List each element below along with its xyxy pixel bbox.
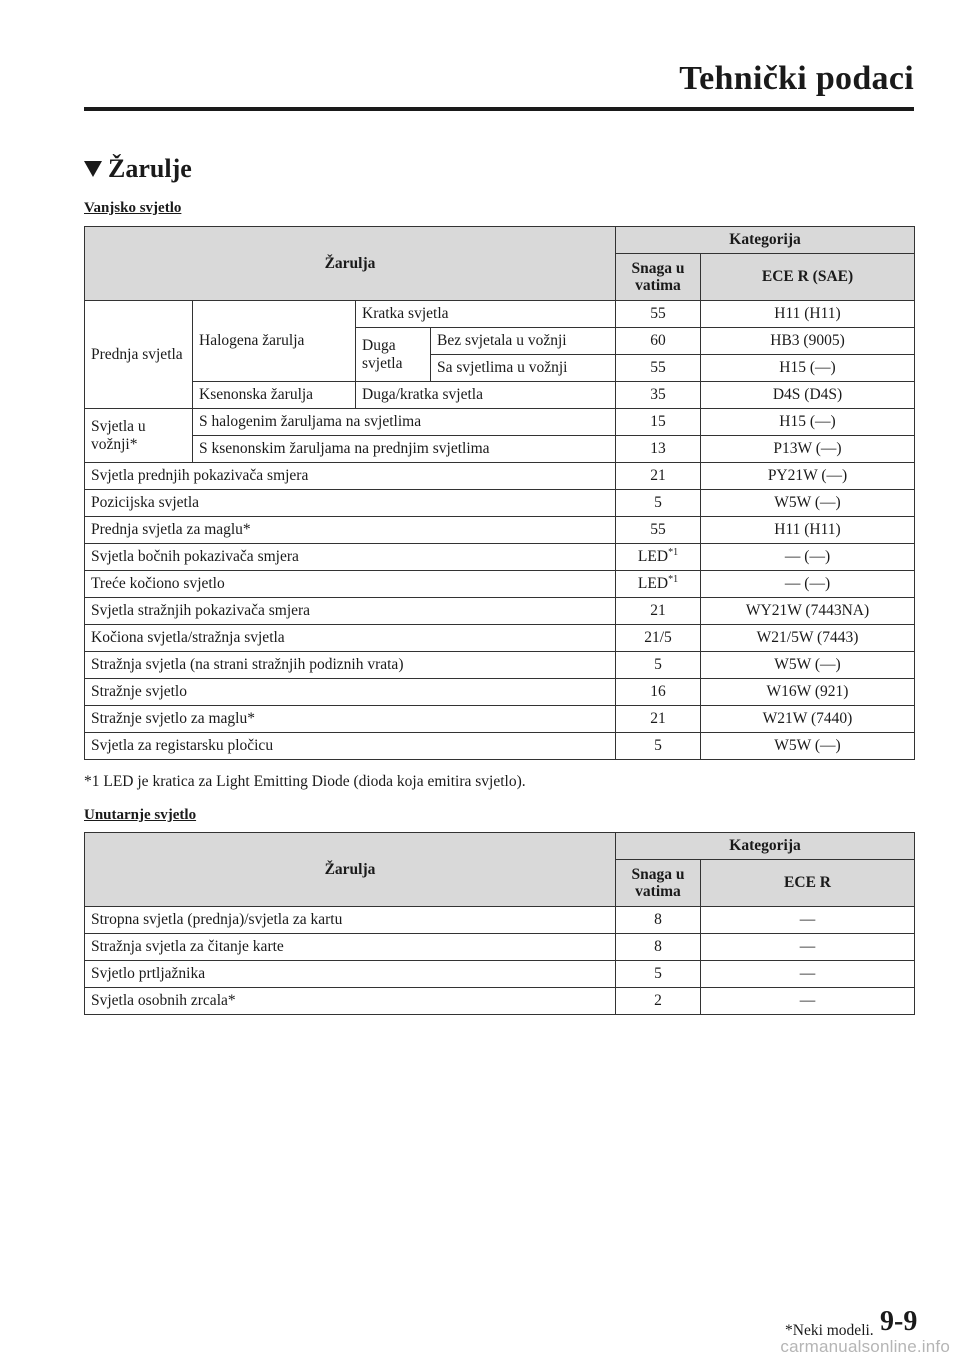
footnote-ref: *1 [668,574,679,586]
row-watt: 35 [616,382,701,409]
row-name: Stražnje svjetlo [85,679,616,706]
row-std: H15 (—) [701,355,915,382]
col-header-category: Kategorija [616,833,915,860]
footnote-led: *1 LED je kratica za Light Emitting Diode (dioda koja emitira svjetlo). [84,773,526,790]
row-name: Kratka svjetla [356,301,616,328]
row-name: Stražnje svjetlo za maglu* [85,706,616,733]
table-row [85,679,915,706]
table-row [85,706,915,733]
row-watt: 15 [616,409,701,436]
section-heading [84,154,192,184]
table-row [85,409,915,436]
row-watt: 21 [616,706,701,733]
row-watt: 21/5 [616,625,701,652]
row-std: D4S (D4S) [701,382,915,409]
triangle-down-icon [84,161,102,177]
table-row [85,907,915,934]
header-rule [84,107,914,111]
table-row [85,490,915,517]
col-header-bulb: Žarulja [85,227,616,301]
table-row [85,544,915,571]
row-name: Svjetla bočnih pokazivača smjera [85,544,616,571]
table-row [85,733,915,760]
row-name: Treće kočiono svjetlo [85,571,616,598]
row-watt: 60 [616,328,701,355]
row-std: H11 (H11) [701,301,915,328]
row-std: WY21W (7443NA) [701,598,915,625]
col-header-std: ECE R [701,860,915,907]
table-row [85,934,915,961]
table-row [85,625,915,652]
page-header-title: Tehnički podaci [679,60,914,97]
row-name: Duga/kratka svjetla [356,382,616,409]
group-xenon: Ksenonska žarulja [193,382,356,409]
row-name: Svjetla prednjih pokazivača smjera [85,463,616,490]
row-name: S ksenonskim žaruljama na prednjim svjetlima [193,436,616,463]
row-name: Svjetlo prtljažnika [85,961,616,988]
table-row [85,382,915,409]
row-name: Stropna svjetla (prednja)/svjetla za kartu [85,907,616,934]
row-std: — (—) [701,544,915,571]
row-std: — [701,988,915,1015]
row-name: Svjetla stražnjih pokazivača smjera [85,598,616,625]
row-std: H15 (—) [701,409,915,436]
group-front-lights: Prednja svjetla [85,301,193,409]
group-halogen: Halogena žarulja [193,301,356,382]
row-watt-cell [616,544,701,571]
col-header-watt: Snaga u vatima [616,860,701,907]
row-std: W5W (—) [701,733,915,760]
row-watt: 5 [616,652,701,679]
table-row [85,517,915,544]
row-std: P13W (—) [701,436,915,463]
row-std: W21/5W (7443) [701,625,915,652]
row-watt: 5 [616,490,701,517]
row-watt: LED [637,548,669,566]
row-watt: 55 [616,517,701,544]
row-watt: LED [637,575,669,593]
row-name: Stražnja svjetla za čitanje karte [85,934,616,961]
section-title: Žarulje [108,154,192,183]
group-daytime-lights: Svjetla u vožnji* [85,409,193,463]
row-watt: 55 [616,355,701,382]
row-name: Kočiona svjetla/stražnja svjetla [85,625,616,652]
row-name: Sa svjetlima u vožnji [431,355,616,382]
row-watt: 21 [616,598,701,625]
row-watt: 55 [616,301,701,328]
row-name: Bez svjetala u vožnji [431,328,616,355]
table-row [85,988,915,1015]
row-name: Svjetla za registarsku pločicu [85,733,616,760]
col-header-watt: Snaga u vatima [616,254,701,301]
interior-subheading: Unutarnje svjetlo [84,807,197,823]
row-name: S halogenim žaruljama na svjetlima [193,409,616,436]
col-header-std: ECE R (SAE) [701,254,915,301]
table-row [85,436,915,463]
row-watt: 8 [616,907,701,934]
row-std: W16W (921) [701,679,915,706]
row-std: — (—) [701,571,915,598]
table-row [85,571,915,598]
row-watt: 2 [616,988,701,1015]
row-watt: 21 [616,463,701,490]
row-watt: 13 [616,436,701,463]
row-std: — [701,934,915,961]
row-name: Svjetla osobnih zrcala* [85,988,616,1015]
table-row [85,598,915,625]
exterior-bulb-table [84,226,915,760]
table-row [85,652,915,679]
row-std: W21W (7440) [701,706,915,733]
table-row [85,301,915,328]
table-row [85,961,915,988]
col-header-category: Kategorija [616,227,915,254]
row-name: Prednja svjetla za maglu* [85,517,616,544]
row-watt: 5 [616,733,701,760]
row-std: W5W (—) [701,652,915,679]
page-number: 9-9 [880,1306,918,1337]
row-name: Pozicijska svjetla [85,490,616,517]
row-watt: 16 [616,679,701,706]
row-std: HB3 (9005) [701,328,915,355]
table-row [85,463,915,490]
row-std: H11 (H11) [701,517,915,544]
watermark: carmanualsonline.info [780,1337,950,1356]
row-std: — [701,961,915,988]
col-header-bulb: Žarulja [85,833,616,907]
footnote-ref: *1 [668,547,679,559]
group-high-beam: Duga svjetla [356,328,431,382]
footer-note: *Neki modeli. [785,1322,874,1339]
row-std: PY21W (—) [701,463,915,490]
row-std: W5W (—) [701,490,915,517]
interior-bulb-table [84,832,915,1015]
row-name: Stražnja svjetla (na strani stražnjih podiznih vrata) [85,652,616,679]
row-watt: 5 [616,961,701,988]
row-watt: 8 [616,934,701,961]
row-std: — [701,907,915,934]
row-watt-cell [616,571,701,598]
exterior-subheading: Vanjsko svjetlo [84,200,182,216]
